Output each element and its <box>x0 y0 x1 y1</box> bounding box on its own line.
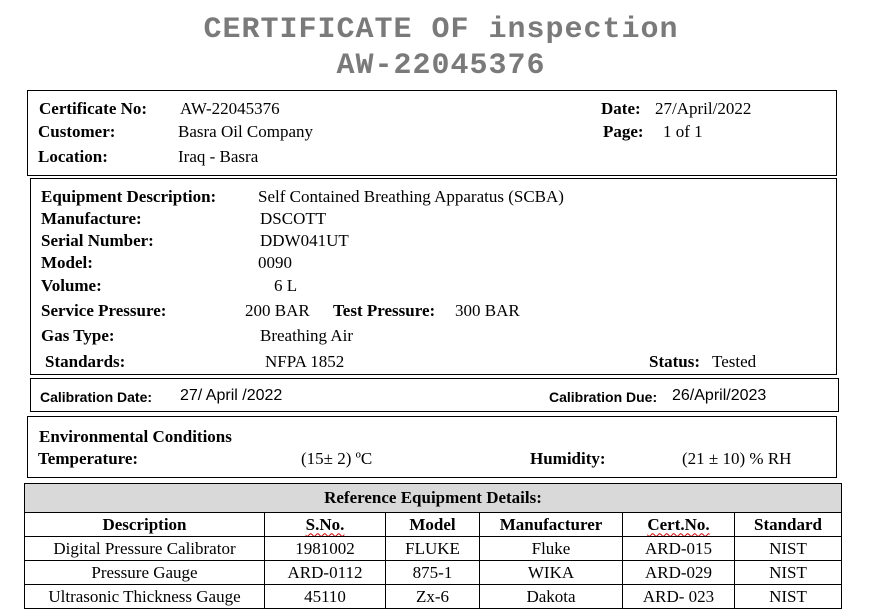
page-label: Page: <box>603 122 644 141</box>
temperature-label: Temperature: <box>38 449 139 468</box>
reference-equipment-table <box>24 483 842 609</box>
status-label: Status: <box>649 352 701 371</box>
serial-number-value: DDW041UT <box>260 231 349 250</box>
cell-cert-no: ARD-029 <box>623 561 735 585</box>
humidity-label: Humidity: <box>530 449 606 468</box>
volume-value: 6 L <box>274 276 298 295</box>
cell-standard: NIST <box>735 585 842 609</box>
service-pressure-value: 200 BAR <box>245 301 310 320</box>
column-header-model: Model <box>386 513 480 537</box>
cell-serial-no: 45110 <box>265 585 386 609</box>
model-value: 0090 <box>258 253 292 272</box>
cert-no-label: Certificate No: <box>39 99 148 118</box>
location-label: Location: <box>38 147 108 166</box>
cell-manufacturer: Fluke <box>480 537 623 561</box>
cell-model: Zx-6 <box>386 585 480 609</box>
customer-value: Basra Oil Company <box>178 122 314 141</box>
table-row <box>25 537 842 561</box>
date-value: 27/April/2022 <box>655 99 752 118</box>
column-header-serial-no-text: S.No. <box>305 514 345 534</box>
location-value: Iraq - Basra <box>178 147 259 166</box>
cert-no-value: AW-22045376 <box>180 99 280 118</box>
column-header-standard: Standard <box>735 513 842 537</box>
manufacture-label: Manufacture: <box>41 209 142 228</box>
calibration-box <box>30 378 839 412</box>
table-row <box>25 585 842 609</box>
cell-description: Ultrasonic Thickness Gauge <box>25 585 265 609</box>
gas-type-label: Gas Type: <box>41 326 115 345</box>
gas-type-value: Breathing Air <box>260 326 354 345</box>
column-header-cert-no-text: Cert.No. <box>647 514 710 534</box>
cell-manufacturer: WIKA <box>480 561 623 585</box>
calibration-date-label: Calibration Date: <box>40 389 153 405</box>
column-header-cert-no <box>623 513 735 537</box>
cell-model: FLUKE <box>386 537 480 561</box>
cell-serial-no: 1981002 <box>265 537 386 561</box>
cell-cert-no: ARD-015 <box>623 537 735 561</box>
calibration-date-value: 27/ April /2022 <box>180 387 283 404</box>
test-pressure-label: Test Pressure: <box>333 301 436 320</box>
cell-cert-no: ARD- 023 <box>623 585 735 609</box>
environment-heading: Environmental Conditions <box>39 427 232 446</box>
calibration-due-value: 26/April/2023 <box>672 387 767 404</box>
environment-box <box>27 416 837 478</box>
table-header-row <box>25 513 842 537</box>
manufacture-value: DSCOTT <box>260 209 327 228</box>
standards-value: NFPA 1852 <box>265 352 345 371</box>
column-header-serial-no <box>265 513 386 537</box>
model-label: Model: <box>41 253 93 272</box>
page-value: 1 of 1 <box>663 122 703 141</box>
cell-serial-no: ARD-0112 <box>265 561 386 585</box>
header-box <box>27 90 837 176</box>
temperature-value: (15± 2) ºC <box>301 449 373 468</box>
calibration-due-label: Calibration Due: <box>549 389 658 405</box>
column-header-manufacturer: Manufacturer <box>480 513 623 537</box>
equipment-description-value: Self Contained Breathing Apparatus (SCBA) <box>258 187 564 206</box>
date-label: Date: <box>601 99 641 118</box>
serial-number-label: Serial Number: <box>41 231 154 250</box>
reference-caption: Reference Equipment Details: <box>25 484 842 513</box>
column-header-description: Description <box>25 513 265 537</box>
cell-standard: NIST <box>735 561 842 585</box>
table-row <box>25 561 842 585</box>
status-value: Tested <box>712 352 757 371</box>
cell-standard: NIST <box>735 537 842 561</box>
cell-manufacturer: Dakota <box>480 585 623 609</box>
cell-description: Pressure Gauge <box>25 561 265 585</box>
cell-model: 875-1 <box>386 561 480 585</box>
service-pressure-label: Service Pressure: <box>41 301 167 320</box>
volume-label: Volume: <box>41 276 102 295</box>
equipment-description-label: Equipment Description: <box>41 187 217 206</box>
certificate-title: CERTIFICATE OF inspection <box>203 13 679 47</box>
equipment-box <box>30 178 837 375</box>
standards-label: Standards: <box>45 352 126 371</box>
customer-label: Customer: <box>38 122 116 141</box>
humidity-value: (21 ± 10) % RH <box>682 449 792 468</box>
test-pressure-value: 300 BAR <box>455 301 520 320</box>
certificate-number-title: AW-22045376 <box>336 49 546 83</box>
cell-description: Digital Pressure Calibrator <box>25 537 265 561</box>
